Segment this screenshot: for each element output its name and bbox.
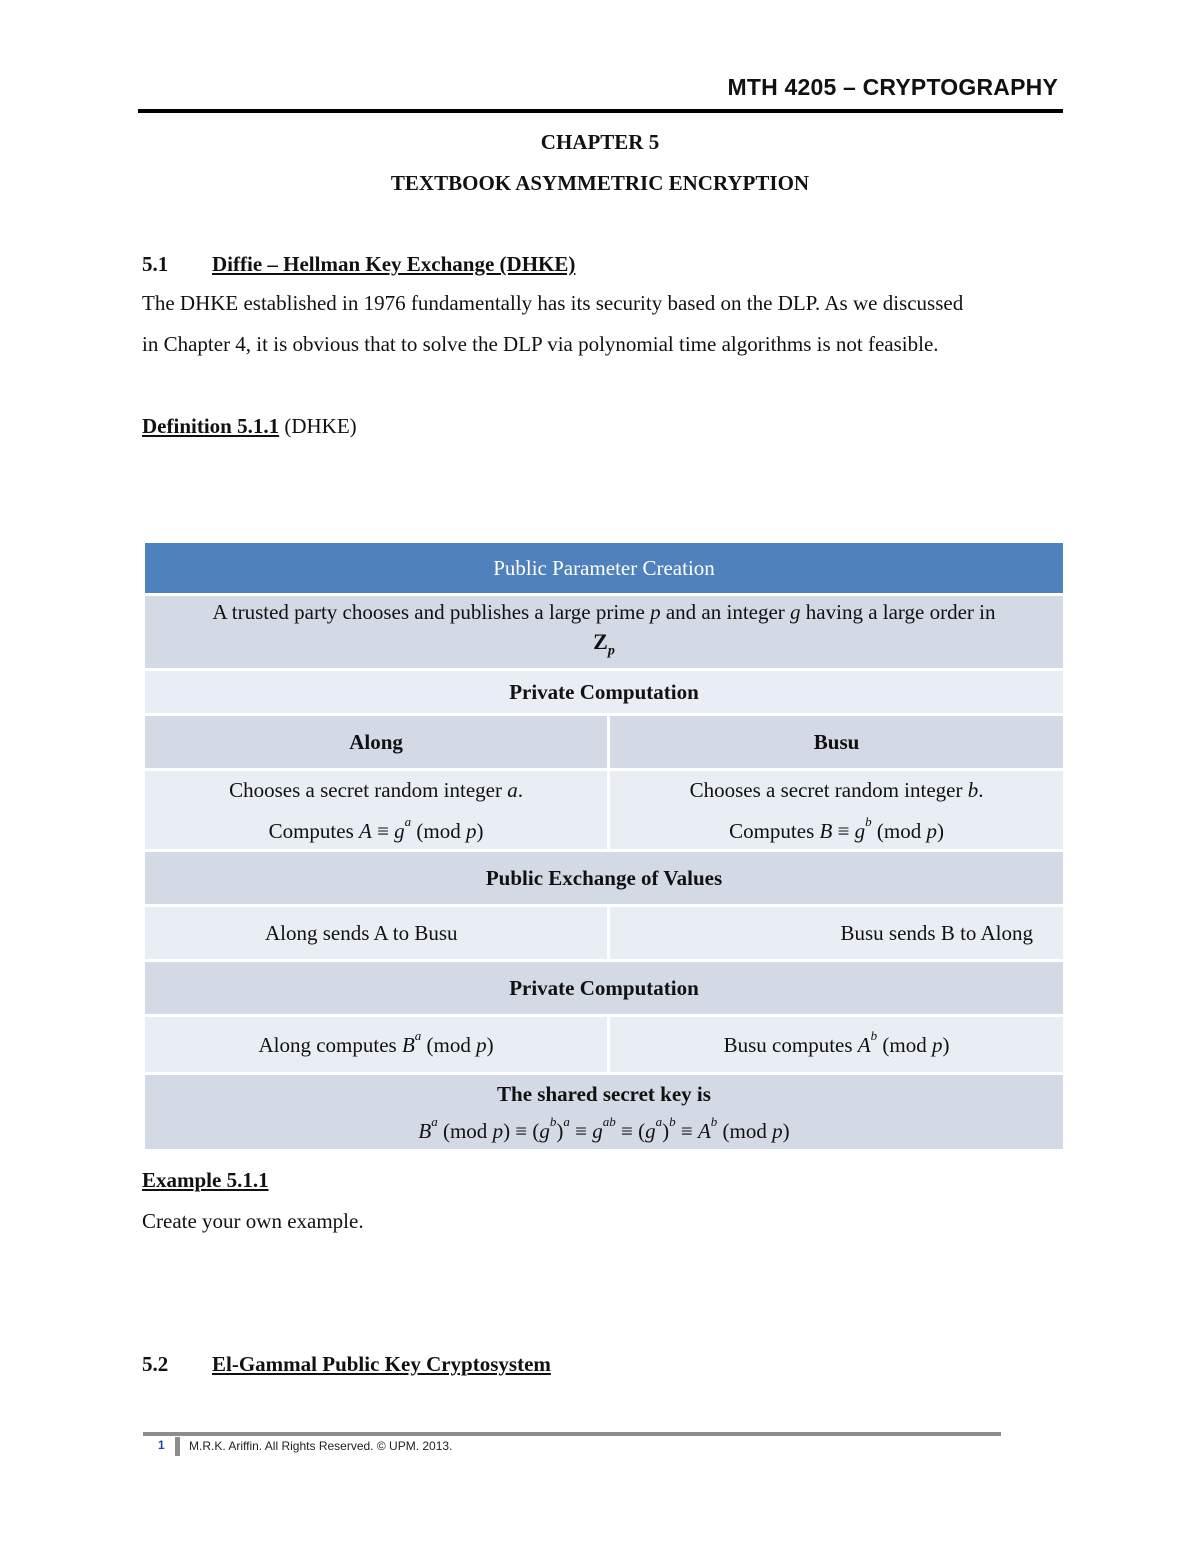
public-parameter-group: $Z_p$ (593, 629, 615, 659)
shared-key-cell (144, 1074, 1065, 1151)
footer-copyright: M.R.K. Ariffin. All Rights Reserved. © UPM. 2013. (189, 1439, 453, 1453)
along-choose-text: Chooses a secret random integer a. (229, 777, 523, 802)
header-rule (138, 109, 1063, 113)
public-parameter-cell (144, 595, 1065, 670)
definition-suffix: (DHKE) (279, 414, 357, 438)
section-5-1-number: 5.1 (142, 252, 169, 276)
shared-key-header: The shared secret key is (497, 1081, 711, 1106)
public-parameter-text: A trusted party chooses and publishes a large prime p and an integer g having a large order in (212, 600, 996, 625)
along-sends-cell: Along sends A to Busu (144, 906, 609, 961)
paragraph-line: The DHKE established in 1976 fundamentally has its security based on the DLP. As we discussed (142, 291, 964, 315)
course-title: MTH 4205 – CRYPTOGRAPHY (727, 74, 1058, 100)
paragraph-line: in Chapter 4, it is obvious that to solve the DLP via polynomial time algorithms is not feasible. (142, 332, 939, 356)
along-steps (144, 770, 609, 851)
private-computation-header-2: Private Computation (144, 961, 1065, 1016)
example-label: Example 5.1.1 (142, 1168, 269, 1192)
footer-rule (143, 1432, 1001, 1436)
dhke-table (142, 540, 1066, 1152)
section-5-2-number: 5.2 (142, 1352, 169, 1376)
section-5-1-title: Diffie – Hellman Key Exchange (DHKE) (212, 252, 576, 276)
busu-computes-cell: Busu computes $A^b$ (mod p) (609, 1016, 1065, 1074)
chapter-title: TEXTBOOK ASYMMETRIC ENCRYPTION (390, 171, 810, 195)
section-5-1-paragraph (142, 283, 1062, 365)
busu-sends-cell: Busu sends B to Along (609, 906, 1065, 961)
example-text: Create your own example. (142, 1209, 364, 1233)
along-compute-text: Computes $A \equiv g^a$ (mod p) (268, 813, 484, 843)
footer-divider (175, 1437, 180, 1456)
section-5-2-title: El-Gammal Public Key Cryptosystem (212, 1352, 551, 1376)
chapter-number: CHAPTER 5 (540, 130, 660, 154)
public-exchange-header: Public Exchange of Values (144, 851, 1065, 906)
private-computation-header: Private Computation (144, 670, 1065, 715)
definition-label: Definition 5.1.1 (142, 414, 280, 438)
shared-key-formula: $B^a$ (mod $p) \equiv (g^b)^a \equiv g^{ab} \equiv (g^a)^b \equiv A^b$ (mod p) (418, 1113, 790, 1143)
busu-header: Busu (609, 715, 1065, 770)
definition-heading (142, 414, 357, 439)
page-number: 1 (158, 1438, 165, 1452)
busu-compute-text: Computes $B \equiv g^b$ (mod p) (729, 813, 944, 843)
along-header: Along (144, 715, 609, 770)
busu-steps (609, 770, 1065, 851)
along-computes-cell: Along computes $B^a$ (mod p) (144, 1016, 609, 1074)
public-parameter-header: Public Parameter Creation (144, 542, 1065, 595)
busu-choose-text: Chooses a secret random integer b. (689, 777, 984, 802)
